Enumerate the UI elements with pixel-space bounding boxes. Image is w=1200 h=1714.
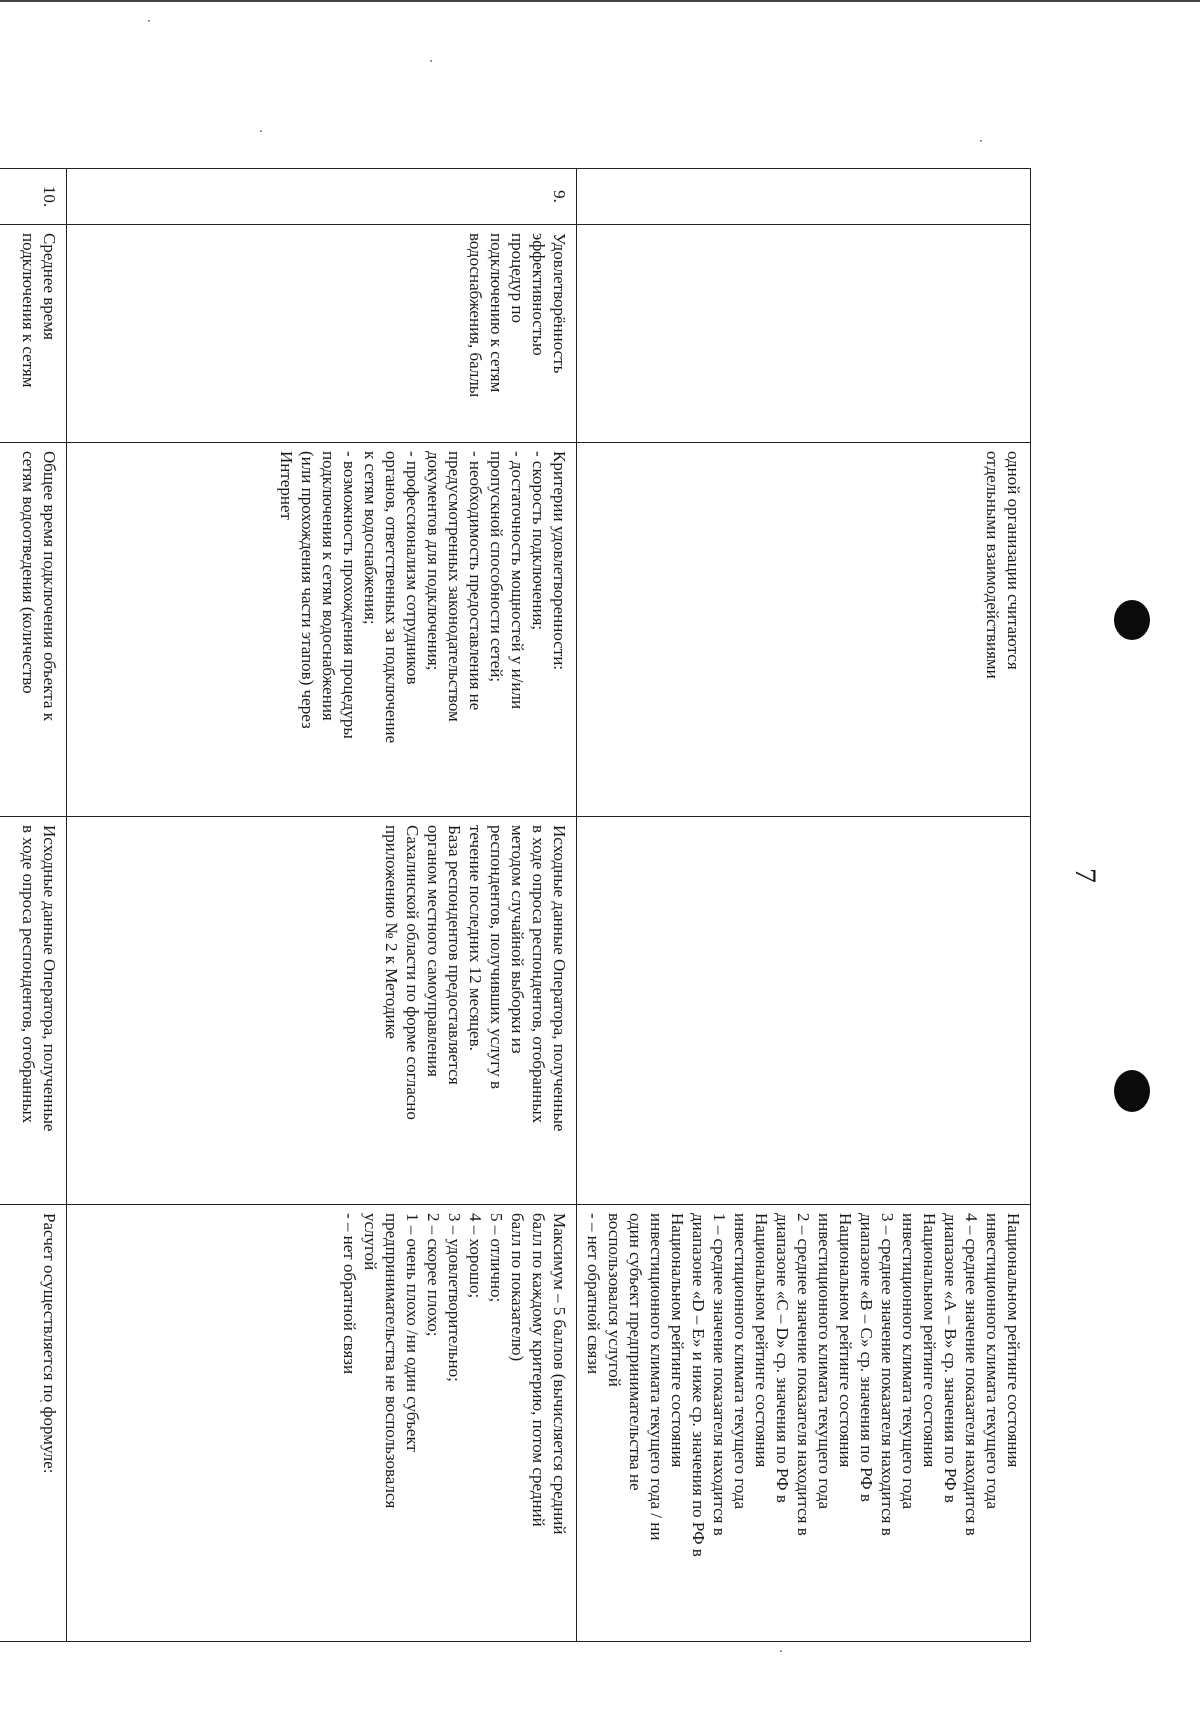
row-9-calc: Максимум – 5 баллов (вычисляется средний балл по каждому критерию, потом средний балл по показателю) 5 – отлично; 4 – хорошо; 3 – удовлетворительно; 2 – скорее плохо; 1 – очень плохо /ни один субъект предпринимательства не воспользовался услугой - – нет обратной связи	[67, 1205, 577, 1642]
scan-top-edge	[0, 0, 1200, 2]
punch-hole-bottom	[1114, 1070, 1150, 1112]
row-9-source: Исходные данные Оператора, полученные в ходе опроса респондентов, отобранных методом случайной выборки из респондентов, получивших услугу в течение последних 12 месяцев. База респондентов предоставляется органом местного самоуправления Сахалинской области по форме согласно приложению № 2 к Методике	[67, 817, 577, 1205]
rotated-table	[19, 168, 1031, 1642]
table-row	[577, 169, 1031, 1642]
row-10-name: Среднее время подключения к сетям	[0, 225, 67, 443]
indicator-table	[0, 168, 1031, 1642]
table-row	[0, 169, 67, 1642]
row-9-number: 9.	[67, 169, 577, 225]
row-0-number	[577, 169, 1031, 225]
row-10-calc: Расчет осуществляется по формуле:	[0, 1205, 67, 1642]
row-0-criteria: одной организации считаются отдельными взаимодействиями	[577, 443, 1031, 817]
row-10-source: Исходные данные Оператора, полученные в ходе опроса респондентов, отобранных	[0, 817, 67, 1205]
page-number: 7	[1069, 868, 1102, 883]
row-0-calc: Национальном рейтинге состояния инвестиционного климата текущего года 4 – среднее значение показателя находится в диапазоне «А – В» ср. значения по РФ в Национальном рейтинге состояния инвестиционного климата текущего года 3 – среднее значение показателя находится в диапазоне «В – С» ср. значения по РФ в Национальном рейтинге состояния инвестиционного климата текущего года 2 – среднее значение показателя находится в диапазоне «С – D» ср. значения по РФ в Национальном рейтинге состояния инвестиционного климата текущего года 1 – среднее значение показателя находится в диапазоне «D – E» и ниже ср. значения по РФ в Национальном рейтинге состояния инвестиционного климата текущего года / ни один субъект предпринимательства не воспользовался услугой - – нет обратной связи	[577, 1205, 1031, 1642]
row-0-source	[577, 817, 1031, 1205]
row-10-number: 10.	[0, 169, 67, 225]
row-10-criteria: Общее время подключения объекта к сетям водоотведения (количество	[0, 443, 67, 817]
table-row	[67, 169, 577, 1642]
row-9-name: Удовлетворённость эффективностью процедур по подключению к сетям водоснабжения, баллы	[67, 225, 577, 443]
row-9-criteria: Критерии удовлетворенности: - скорость подключения; - достаточность мощностей у и/или пропускной способности сетей; - необходимость предоставления не предусмотренных законодательством документов для подключения; - профессионализм сотрудников органов, ответственных за подключение к сетям водоснабжения; - возможность прохождения процедуры подключения к сетям водоснабжения (или прохождения части этапов) через Интернет	[67, 443, 577, 817]
row-0-name	[577, 225, 1031, 443]
punch-hole-top	[1114, 600, 1150, 640]
